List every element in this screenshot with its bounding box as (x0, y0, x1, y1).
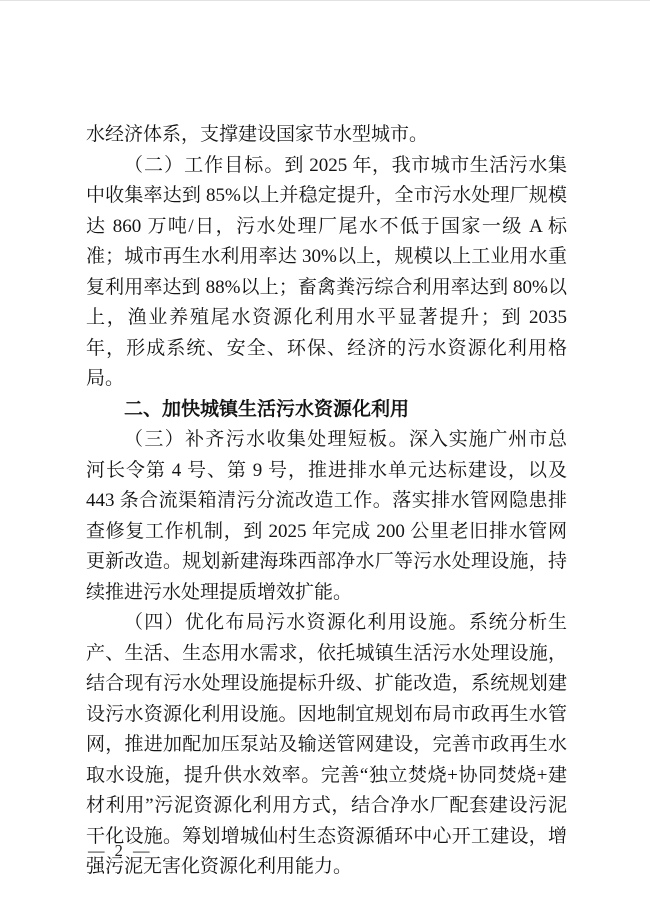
page-number: — 2 — (88, 841, 153, 860)
item-4-body-text: 系统分析生产、生活、生态用水需求，依托城镇生活污水处理设施，结合现有污水处理设施提标升级、扩能改造，系统规划建设污水资源化利用设施。因地制宜规划布局市政再生水管网，推进加配加压泵站及输送管网建设，完善市政再生水取水设施，提升供水效率。完善“独立焚烧+协同焚烧+建材利用”污泥资源化利用方式，结合净水厂配套建设污泥干化设施。筹划增城仙村生态资源循环中心开工建设，增强污泥无害化资源化利用能力。 (86, 612, 567, 877)
item-2-body-text: 到 2025 年，我市城市生活污水集中收集率达到 85%以上并稳定提升，全市污水处理厂规模达 860 万吨/日，污水处理厂尾水不低于国家一级 A 标准；城市再生水利用率达 30%以上，规模以上工业用水重复利用率达到 88%以上；畜禽粪污综合利用率达到 80%以上，渔业养殖尾水资源化利用水平显著提升；到 2035 年，形成系统、安全、环保、经济的污水资源化利用格局。 (86, 154, 567, 389)
paragraph-item-2 (86, 151, 567, 395)
document-body (86, 120, 567, 883)
paragraph-item-3 (86, 425, 567, 608)
item-3-lead-label: （三）补齐污水收集处理短板。 (124, 429, 409, 450)
item-2-lead-label: （二）工作目标。 (124, 154, 285, 176)
item-3-body-text: 深入实施广州市总河长令第 4 号、第 9 号，推进排水单元达标建设，以及 443 条合流渠箱清污分流改造工作。落实排水管网隐患排查修复工作机制，到 2025 年完成 200 公里老旧排水管网更新改造。规划新建海珠西部净水厂等污水处理设施，持续推进污水处理提质增效扩能。 (86, 429, 567, 603)
item-4-lead-label: （四）优化布局污水资源化利用设施。 (124, 612, 469, 633)
paragraph-continuation: 水经济体系，支撑建设国家节水型城市。 (86, 124, 429, 145)
paragraph-item-4 (86, 608, 567, 883)
section-heading-2: 二、加快城镇生活污水资源化利用 (124, 398, 410, 420)
